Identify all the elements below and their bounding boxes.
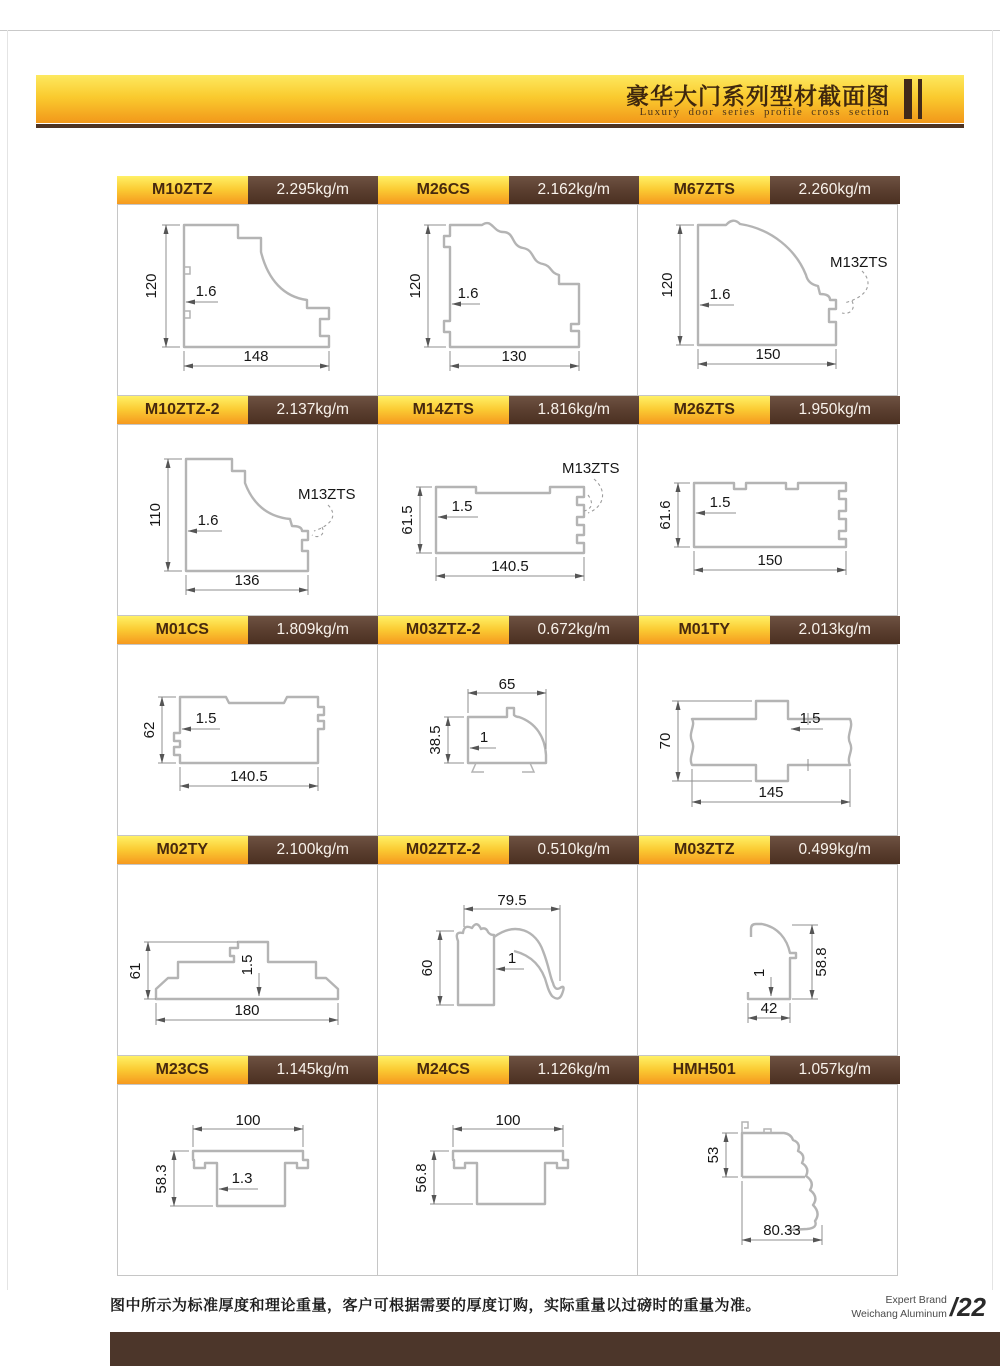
dim-width: 140.5 (491, 558, 529, 575)
dim-thickness: 1.6 (197, 512, 219, 529)
dim-height: 70 (657, 732, 674, 750)
drawing-row (117, 864, 900, 1056)
model-badge: M01TY (639, 616, 770, 644)
attachment-label: M13ZTS (830, 254, 888, 271)
profile-drawing (378, 865, 637, 1055)
weight-badge: 2.100kg/m (248, 836, 379, 864)
profile-outline (691, 701, 851, 781)
drawing-m67zts (637, 204, 898, 396)
model-badge: M10ZTZ-2 (117, 396, 248, 424)
dim-width: 136 (234, 572, 260, 589)
profile-outline (748, 924, 796, 999)
page-title: 豪华大门系列型材截面图 (626, 83, 890, 109)
model-badge: M67ZTS (639, 176, 770, 204)
label-m14zts (378, 396, 639, 424)
drawing-m03ztz (637, 864, 898, 1056)
model-badge: M03ZTZ-2 (378, 616, 509, 644)
weight-badge: 2.162kg/m (509, 176, 640, 204)
dim-thickness: 1.5 (195, 710, 217, 727)
drawing-m26zts (637, 424, 898, 616)
profile-drawing (118, 645, 377, 835)
dim-thickness: 1.6 (195, 283, 217, 300)
dim-width: 80.33 (763, 1222, 801, 1239)
label-row (117, 616, 900, 644)
dim-height: 61.6 (657, 500, 674, 530)
model-badge: M26ZTS (639, 396, 770, 424)
model-badge: M10ZTZ (117, 176, 248, 204)
profile-drawing (638, 425, 897, 615)
model-badge: M02ZTZ-2 (378, 836, 509, 864)
dim-width: 150 (755, 346, 781, 363)
dim-height: 120 (407, 273, 424, 299)
weight-badge: 0.672kg/m (509, 616, 640, 644)
profile-drawing (638, 645, 897, 835)
model-badge: M02TY (117, 836, 248, 864)
profile-outline (698, 221, 836, 345)
drawing-m26cs (377, 204, 638, 396)
model-badge: M24CS (378, 1056, 509, 1084)
page-border-right (992, 30, 993, 1290)
label-m24cs (378, 1056, 639, 1084)
label-m26zts (639, 396, 900, 424)
dim-thickness: 1 (751, 968, 768, 978)
weight-badge: 1.057kg/m (770, 1056, 901, 1084)
profile-outline (436, 487, 584, 553)
profile-drawing (118, 425, 377, 615)
dim-thickness: 1.6 (709, 286, 731, 303)
drawing-m02ztz-2 (377, 864, 638, 1056)
profile-outline (742, 1133, 818, 1230)
brand-line-2: Weichang Aluminum (851, 1307, 947, 1320)
dim-thickness: 1 (507, 950, 517, 967)
label-row (117, 176, 900, 204)
profile-drawing (638, 205, 897, 395)
drawing-hmh501 (637, 1084, 898, 1276)
dim-height: 60 (419, 959, 436, 977)
dim-width: 148 (243, 348, 269, 365)
page-number: /22 (949, 1292, 986, 1322)
page-border-top (0, 30, 1000, 31)
dim-width: 130 (501, 348, 527, 365)
profile-outline (694, 483, 846, 547)
dim-thickness: 1.6 (457, 285, 479, 302)
drawing-row (117, 644, 900, 836)
dim-height: 58.3 (153, 1164, 170, 1194)
drawing-m10ztz-2 (117, 424, 378, 616)
label-m01ty (639, 616, 900, 644)
weight-badge: 2.260kg/m (770, 176, 901, 204)
drawing-row (117, 1084, 900, 1276)
dim-top-width: 100 (235, 1112, 261, 1129)
dim-height: 110 (147, 503, 164, 527)
drawing-m01cs (117, 644, 378, 836)
model-badge: M26CS (378, 176, 509, 204)
label-row (117, 836, 900, 864)
dim-width: 140.5 (230, 768, 268, 785)
brand-lines (851, 1294, 947, 1321)
attachment-label: M13ZTS (298, 486, 356, 503)
dim-height: 58.8 (813, 947, 830, 977)
dim-height: 120 (143, 273, 160, 299)
model-badge: M01CS (117, 616, 248, 644)
dim-height: 56.8 (413, 1163, 430, 1193)
weight-badge: 1.950kg/m (770, 396, 901, 424)
profile-drawing (118, 1085, 377, 1275)
dim-thickness: 1.5 (451, 498, 473, 515)
page-border-left (7, 30, 8, 1290)
drawing-m02ty (117, 864, 378, 1056)
weight-badge: 0.510kg/m (509, 836, 640, 864)
dim-thickness: 1.5 (239, 954, 256, 976)
weight-badge: 2.295kg/m (248, 176, 379, 204)
drawing-m03ztz-2 (377, 644, 638, 836)
model-badge: M03ZTZ (639, 836, 770, 864)
profile-outline (453, 1151, 568, 1204)
dim-width: 180 (234, 1002, 260, 1019)
weight-badge: 2.013kg/m (770, 616, 901, 644)
profile-drawing (118, 865, 377, 1055)
banner-accent-bar (918, 79, 922, 119)
header-banner (36, 75, 964, 123)
dim-height: 61.5 (399, 505, 416, 535)
footer-note: 图中所示为标准厚度和理论重量，客户可根据需要的厚度订购，实际重量以过磅时的重量为准。 (110, 1297, 762, 1314)
label-m02ztz-2 (378, 836, 639, 864)
model-badge: HMH501 (639, 1056, 770, 1084)
drawing-row (117, 204, 900, 396)
dim-height: 61 (127, 962, 144, 980)
dim-height: 38.5 (427, 725, 444, 755)
page-subtitle: Luxury door series profile cross section (639, 106, 890, 118)
dim-width: 145 (758, 784, 784, 801)
label-m10ztz (117, 176, 378, 204)
dim-top-width: 65 (498, 676, 516, 693)
label-m26cs (378, 176, 639, 204)
label-m01cs (117, 616, 378, 644)
profile-drawing (378, 205, 637, 395)
weight-badge: 1.816kg/m (509, 396, 640, 424)
dim-width: 42 (760, 1000, 778, 1017)
label-m67zts (639, 176, 900, 204)
label-m02ty (117, 836, 378, 864)
dim-thickness: 1.5 (709, 494, 731, 511)
drawing-m24cs (377, 1084, 638, 1276)
profile-outline (174, 697, 324, 763)
label-m23cs (117, 1056, 378, 1084)
profile-drawing (118, 205, 377, 395)
profile-grid (117, 176, 900, 1276)
profile-drawing (378, 645, 637, 835)
dim-top-width: 100 (495, 1112, 521, 1129)
dim-top-width: 79.5 (497, 892, 527, 909)
dim-width: 150 (757, 552, 783, 569)
label-hmh501 (639, 1056, 900, 1084)
drawing-row (117, 424, 900, 616)
dim-height: 53 (705, 1146, 722, 1164)
brand-line-1: Expert Brand (885, 1293, 947, 1306)
footer-bar (110, 1332, 1000, 1366)
label-m03ztz (639, 836, 900, 864)
model-badge: M23CS (117, 1056, 248, 1084)
banner-accent-bar (904, 79, 912, 119)
attachment-label: M13ZTS (562, 460, 620, 477)
dim-thickness: 1 (479, 729, 489, 746)
model-badge: M14ZTS (378, 396, 509, 424)
weight-badge: 1.809kg/m (248, 616, 379, 644)
profile-outline (457, 924, 494, 1005)
label-m03ztz-2 (378, 616, 639, 644)
drawing-m10ztz (117, 204, 378, 396)
weight-badge: 1.126kg/m (509, 1056, 640, 1084)
weight-badge: 1.145kg/m (248, 1056, 379, 1084)
dim-thickness: 1.5 (799, 710, 821, 727)
dim-height: 62 (141, 721, 158, 739)
dim-thickness: 1.3 (231, 1170, 253, 1187)
weight-badge: 2.137kg/m (248, 396, 379, 424)
header-divider (36, 124, 964, 128)
profile-drawing (378, 1085, 637, 1275)
drawing-m14zts (377, 424, 638, 616)
profile-drawing (638, 1085, 897, 1275)
label-m10ztz-2 (117, 396, 378, 424)
dim-height: 120 (659, 272, 676, 298)
label-row (117, 1056, 900, 1084)
weight-badge: 0.499kg/m (770, 836, 901, 864)
profile-drawing (378, 425, 637, 615)
label-row (117, 396, 900, 424)
drawing-m23cs (117, 1084, 378, 1276)
profile-drawing (638, 865, 897, 1055)
drawing-m01ty (637, 644, 898, 836)
brand-block (851, 1292, 986, 1323)
